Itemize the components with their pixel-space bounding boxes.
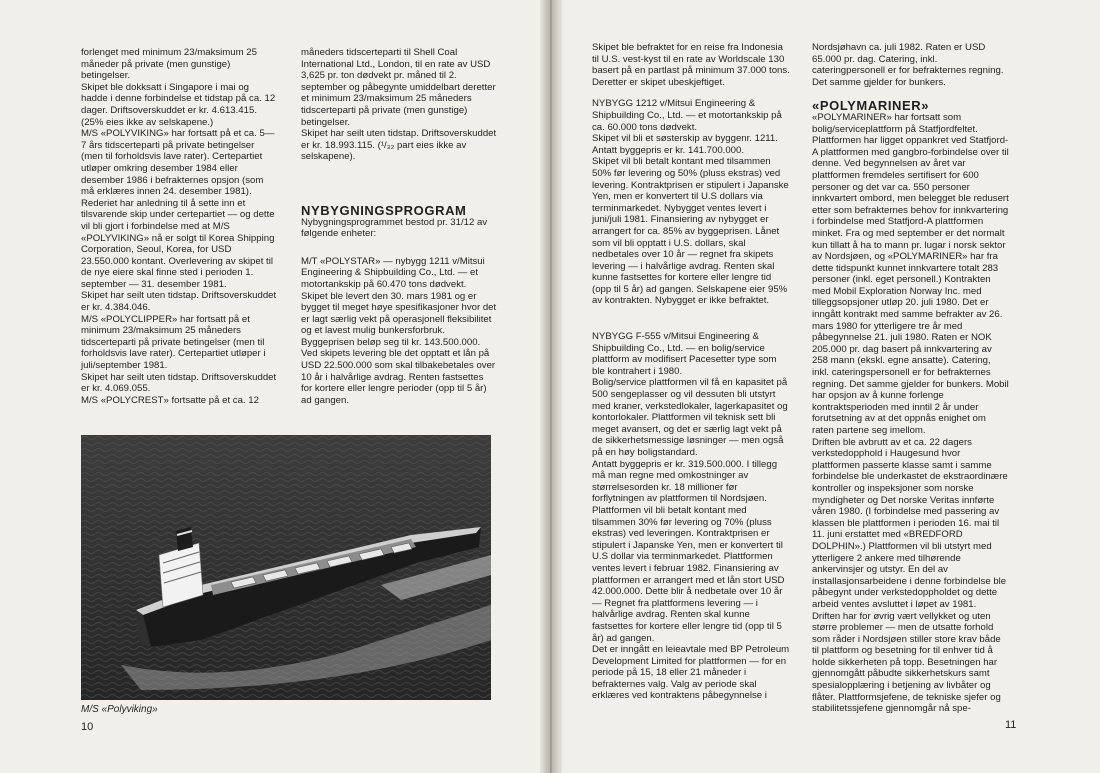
section-heading-nybygningsprogram: NYBYGNINGSPROGRAM <box>301 202 467 218</box>
left-col2-para-3: Nybygningsprogrammet bestod pr. 31/12 av følgende enheter: <box>301 216 488 240</box>
right-col1-para-2: NYBYGG 1212 v/Mitsui Engineering & Shipbuilding Co., Ltd. — et motortankskip på ca. 60.000 tons dødvekt. <box>592 98 782 133</box>
left-page-column-2 <box>301 47 497 406</box>
right-col1-para-5: NYBYGG F-555 v/Mitsui Engineering & Shipbuilding Co., Ltd. — en bolig/service plattform av modifisert Pacesetter type som ble kontrahert i 1980. <box>592 331 777 377</box>
left-col1-para-6: Skipet har seilt uten tidstap. Driftsoverskuddet er kr. 4.069.055. <box>81 371 277 395</box>
left-col1-para-1: forlenget med minimum 23/maksimum 25 måneder på private (men gunstige) betingelser. <box>81 47 257 82</box>
page-number-right: 11 <box>1005 719 1017 731</box>
right-col1-para-7: Antatt byggepris er kr. 319.500.000. I tillegg må man regne med omkostninger av størrelsesorden kr. 18 millioner før forflytningen av plattformen til Nordsjøen. Plattformen vil bli betalt kontant med tilsammen 30% før levering og 70% (pluss ekstras) ved leveringen. Kontraktprisen er stipulert i Japanske Yen, men er konvertert til U.S dollar via terminmarkedet. Plattformen ventes levert i februar 1982. Finansiering av plattformen er arrangert med et lån stort USD 42.000.000. Dette blir å nedbetale over 10 år — Regnet fra plattformens levering — i halvårlige avdrag. Renten skal kunne fastsettes for kortere eller lengre tid (opp til 5 år) ad gangen. <box>592 458 785 644</box>
left-col1-para-7: M/S «POLYCREST» fortsatte på et ca. 12 <box>81 394 259 406</box>
right-col2-para-1: Nordsjøhavn ca. juli 1982. Raten er USD 65.000 pr. dag. Catering, inkl. cateringpersonell er for befrakternes regning. Det samme gjelder for bunkers. <box>812 42 1004 88</box>
spine-gutter <box>540 0 562 773</box>
right-col1-para-3: Skipet vil bli et søsterskip av byggenr. 1211. Antatt byggepris er kr. 141.700.000. <box>592 133 778 156</box>
right-col1-para-4: Skipet vil bli betalt kontant med tilsammen 50% før levering og 50% (pluss ekstras) ved levering. Kontraktprisen er stipulert i Japanske Yen, men er konvertert til U.S dollars via terminmarkedet. Nybygget ventes levert i juni/juli 1981. Finansiering av nybygget er arrangert for ca. 85% av byggeprisen. Lånet som vil bli opptatt i U.S. dollars, skal nedbetales over 10 år — regnet fra skipets levering — i halvårlige avdrag. Renten skal kunne fastsettes for kortere eller lengre tid (opp til 5 år) ad gangen. Selskapene eier 95% av kontrakten. Nybygget er ikke befraktet. <box>592 156 789 307</box>
left-col2-para-1: måneders tidscerteparti til Shell Coal International Ltd., London, til en rate av USD 3,625 pr. ton dødvekt pr. måned til 2. september og påbegynte umiddelbart deretter et minimum 23/maksimum 25 måneders tidscerteparti på private (men gunstige) betingelser. <box>301 47 496 128</box>
page-number-left: 10 <box>81 721 94 733</box>
right-col2-para-3: Driften ble avbrutt av et ca. 22 dagers verkstedopphold i Haugesund hvor plattformen passerte klasse samt i samme forbindelse ble underkastet de ekstraordinære kontroller og inspeksjoner som norske myndigheter og Det norske Veritas innførte våren 1980. (I forbindelse med passering av klassen ble plattformen i perioden 16. mai til 11. juni erstattet med «BREDFORD DOLPHIN».) Plattformen vil bli utstyrt med ytterligere 2 ankere med tilhørende ankervinsjer og utstyr. En del av installasjonsarbeidene i denne forbindelse ble påbegynt under verkstedoppholdet og dette arbeid ventes avsluttet i løpet av 1981. <box>812 436 1008 610</box>
left-col1-para-5: M/S «POLYCLIPPER» har fortsatt på et minimum 23/maksimum 25 måneders tidscerteparti på private betingelser (men til forholdsvis lave rater). Certepartiet utløper i juli/september 1981. <box>81 313 266 372</box>
right-col2-para-2: «POLYMARINER» har fortsatt som bolig/serviceplattform på Statfjordfeltet. Plattformen har ligget oppankret ved Statfjord-A plattformen med gangbro-forbindelse over til denne. Ved begynnelsen av året var plattformen fremdeles sertifisert for 600 personer og det var ca. 550 personer innkvartert ombord, men belegget ble redusert etter som befrakternes behov for innkvartering i forbindelse med Statfjord-A plattformen minket. Fra og med september er det normalt kun tillatt å ha to mann pr. lugar i norsk sektor av Nordsjøen, og «POLYMARINER» har fra dette tidspunkt kunnet innkvartere totalt 283 personer (inkl. eget personell.) Kontrakten med Mobil Exploration Norway Inc. med tilleggsopsjoner utløp 20. juli 1980. Det er inngått kontrakt med samme befrakter av 26. mars 1980 for ytterligere tre år med påbegynnelse 21. juli 1980. Raten er NOK 205.000 pr. dag basert på innkvartering av 258 mann (ekskl. egne ansatte). Catering, inkl. cateringspersonell er for befrakternes regning. Det samme gjelder for bunkers. Mobil har opsjon av å kunne forlenge kontraktsperioden med inntil 2 år under forutsetning av at det oppnås enighet om raten partene seg imellom. <box>812 111 1009 436</box>
left-col2-para-4: M/T «POLYSTAR» — nybygg 1211 v/Mitsui Engineering & Shipbuilding Co., Ltd. — et motortankskip på 60.470 tons dødvekt. <box>301 255 485 290</box>
left-col1-para-3: M/S «POLYVIKING» har fortsatt på et ca. 5—7 års tidscerteparti på private betingelser (men til forholdsvis lave rater). Certepartiet utløper omkring desember 1984 eller desember 1986 i befrakternes opsjon (som må erklæres innen 24. desember 1981). Rederiet har anledning til å sette inn et tilsvarende skip under certepartiet — og dette vil bli gjort i forbindelse med at M/S «POLYVIKING» nå er solgt til Korea Shipping Corporation, Seoul, Korea, for USD 23.550.000 kontant. Overlevering av skipet til de nye eiere skal finne sted i perioden 1. september — 31. desember 1981. <box>81 128 275 290</box>
right-col1-para-6: Bolig/service plattformen vil få en kapasitet på 500 sengeplasser og vil dessuten bli utstyrt med kraner, verkstedlokaler, lagerkapasitet og kontorlokaler. Plattformen vil teknisk sett bli meget avansert, og det er særlig lagt vekt på de sikkerhetsmessige løsninger — men også på en høy boligstandard. <box>592 377 788 458</box>
tanker-ship-image <box>81 435 491 700</box>
left-col2-para-2: Skipet har seilt uten tidstap. Driftsoverskuddet er kr. 18.993.115. (¹/₃₂ part eies ikke av selskapene). <box>301 128 497 163</box>
right-col2-para-4: Driften har for øvrig vært vellykket og uten større problemer — men de utsatte forhold som råder i Nordsjøen stiller store krav både til plattform og besetning for til enhver tid å holde sikkerheten på topp. Besetningen har gjennomgått påbudte sikkerhetskurs samt spesialopplæring i betjening av livbåter og flåter. Plattformsjefene, de tekniske sjefer og stabilitetssjefene gjennomgår nå spe- <box>812 610 1001 715</box>
photo-caption: M/S «Polyviking» <box>81 704 158 715</box>
left-col1-para-4: Skipet har seilt uten tidstap. Driftsoverskuddet er kr. 4.384.046. <box>81 290 277 314</box>
right-page-column-1 <box>592 42 790 702</box>
right-col1-para-1: Skipet ble befraktet for en reise fra Indonesia til U.S. vest-kyst til en rate av Worldscale 130 basert på en partlast på minimum 37.000 tons. Deretter er skipet ubeskjeftiget. <box>592 42 790 88</box>
ship-photo <box>81 435 491 700</box>
right-col1-para-8: Det er inngått en leieavtale med BP Petroleum Development Limited for plattformen — for en periode på 15, 18 eller 21 måneder i befrakternes valg. Valg av periode skal erklæres ved kontraktens påbegynnelse i <box>592 644 790 702</box>
left-page-column-1 <box>81 47 277 406</box>
section-heading-polymariner: «POLYMARINER» <box>812 98 930 114</box>
left-col2-para-5: Skipet ble levert den 30. mars 1981 og er bygget til meget høye spesifikasjoner hvor det er lagt særlig vekt på operasjonell fleksibilitet og et lavest mulig bunkersforbruk. Byggeprisen beløp seg til kr. 143.500.000. Ved skipets levering ble det opptatt et lån på USD 22.500.000 som skal tilbakebetales over 10 år i halvårlige avdrag. Renten fastsettes for kortere eller lengre perioder (opp til 5 år) ad gangen. <box>301 290 497 406</box>
right-page-column-2 <box>812 42 1010 715</box>
left-col1-para-2: Skipet ble dokksatt i Singapore i mai og hadde i denne forbindelse et tidstap på ca. 12 dager. Driftsoverskuddet er kr. 4.613.415. (25% eies ikke av selskapene.) <box>81 81 276 128</box>
